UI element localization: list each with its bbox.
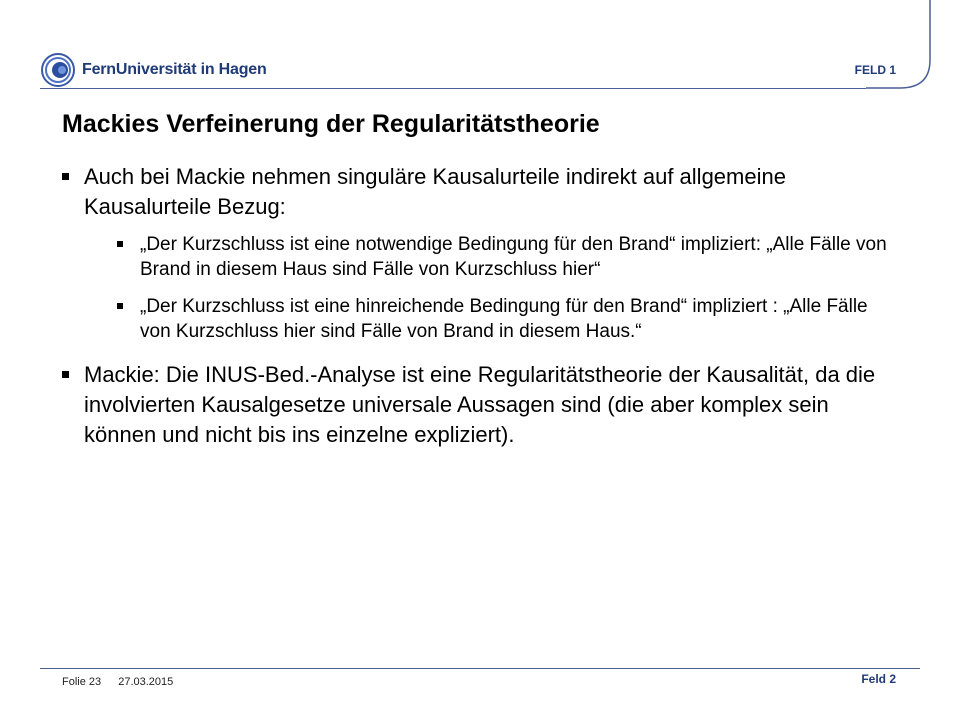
feld-label-top: FELD 1 xyxy=(854,63,896,77)
bullet-level2: „Der Kurzschluss ist eine notwendige Bedingung für den Brand“ impliziert: „Alle Fälle von Brand in diesem Haus sind Fälle von Kurzschluss hier“ xyxy=(117,232,900,282)
header-corner-curve xyxy=(860,0,940,92)
university-logo xyxy=(40,52,267,88)
bullet-level1: Mackie: Die INUS-Bed.-Analyse ist eine Regularitätstheorie der Kausalität, da die involvierten Kausalgesetze universale Aussagen sind (die aber komplex sein können und nicht bis ins einzelne expliziert). xyxy=(62,360,884,450)
feld-label-bottom: Feld 2 xyxy=(861,672,896,686)
header-rule xyxy=(40,88,866,89)
bullet-level1: Auch bei Mackie nehmen singuläre Kausalurteile indirekt auf allgemeine Kausalurteile Bezug: xyxy=(62,162,904,222)
logo-text: FernUniversität in Hagen xyxy=(82,61,267,78)
footer-info xyxy=(62,676,187,688)
footer-rule xyxy=(40,668,920,669)
slide-content xyxy=(62,162,902,460)
logo-emblem-icon xyxy=(40,52,76,88)
bullet-level2: „Der Kurzschluss ist eine hinreichende Bedingung für den Brand“ impliziert : „Alle Fälle von Kurzschluss hier sind Fälle von Brand in diesem Haus.“ xyxy=(117,294,900,344)
slide-number: Folie 23 xyxy=(62,676,102,688)
slide-date: 27.03.2015 xyxy=(118,676,174,688)
slide-title: Mackies Verfeinerung der Regularitätstheorie xyxy=(62,110,600,138)
